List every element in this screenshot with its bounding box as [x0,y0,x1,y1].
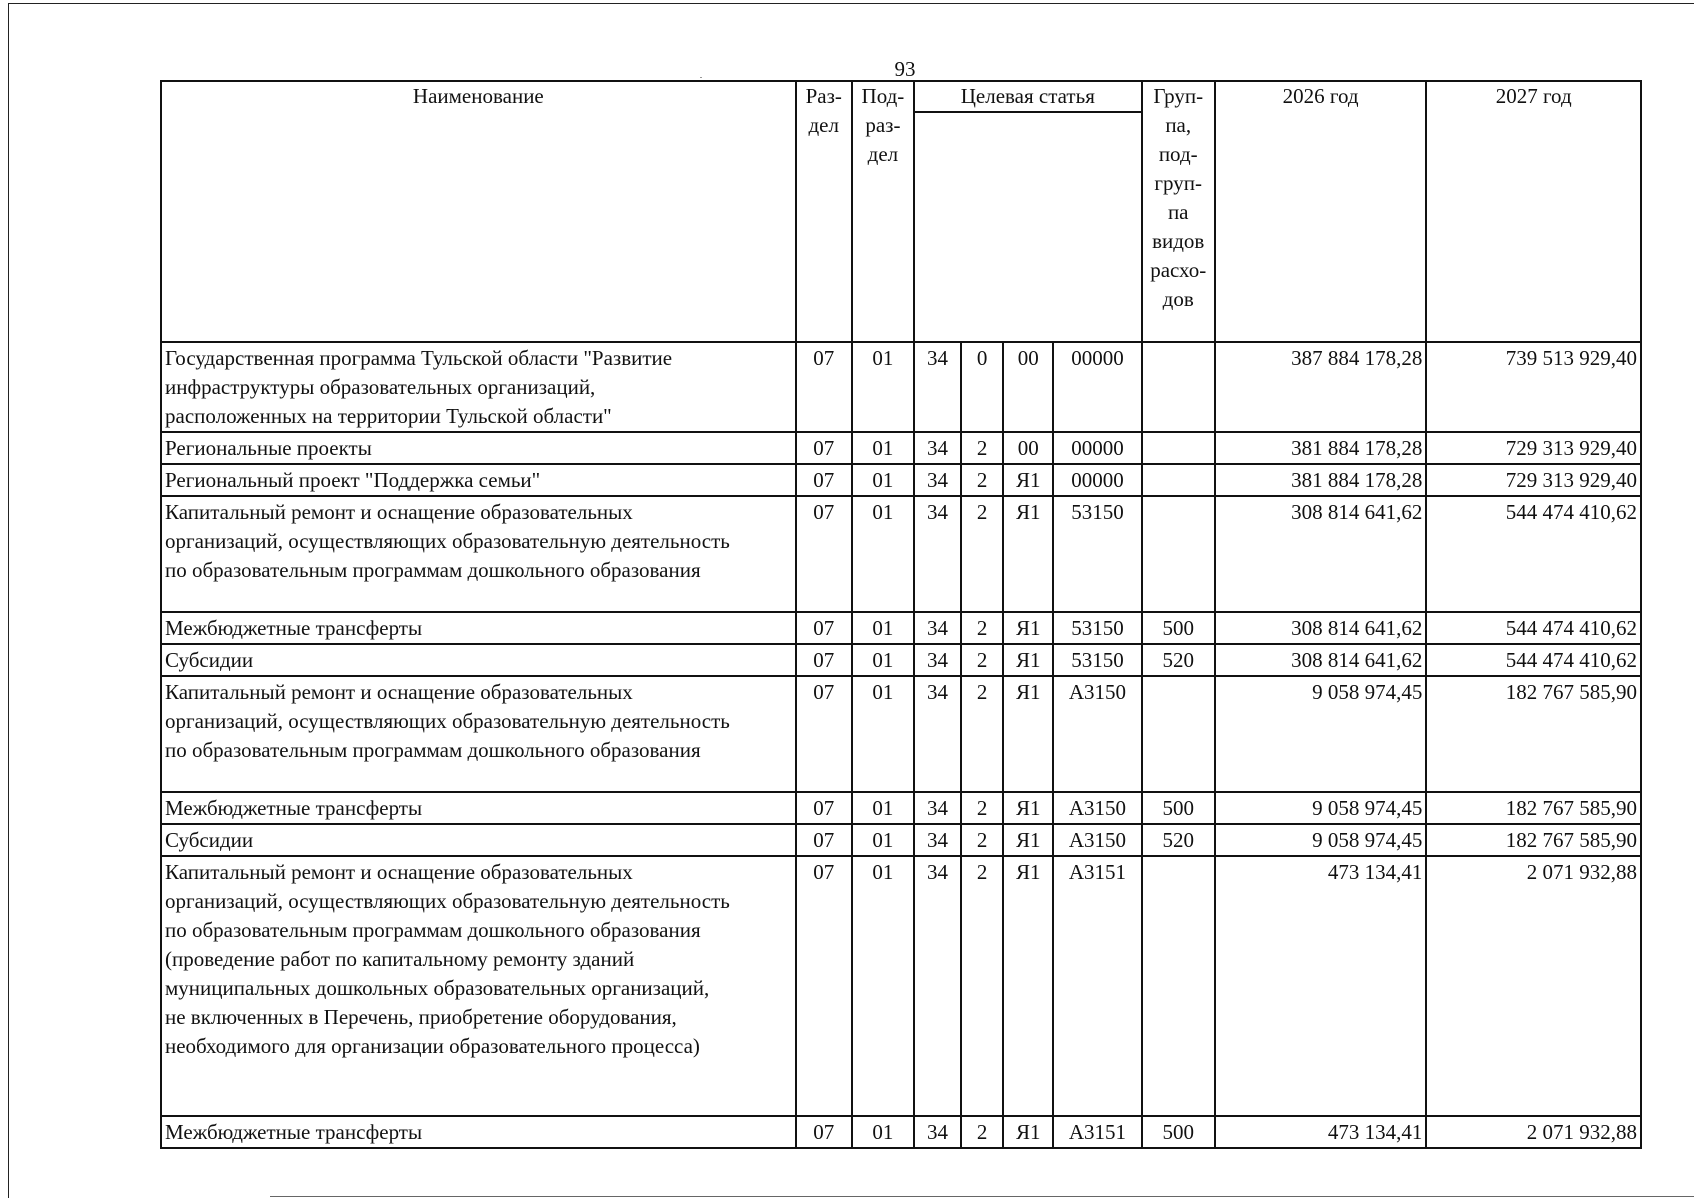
row-target-event: Я1 [1003,676,1053,792]
header-line: под- [1158,142,1198,166]
row-section: 07 [796,496,852,612]
row-section: 07 [796,676,852,792]
row-amount-2027: 182 767 585,90 [1426,824,1641,856]
row-subsection: 01 [852,1116,914,1148]
row-section: 07 [796,856,852,1116]
scan-edge-bottom [270,1196,1694,1197]
row-target-direction: 2 [961,676,1003,792]
row-target-event: Я1 [1003,1116,1053,1148]
header-target-article: Целевая статья [914,81,1142,112]
row-name [161,676,796,792]
row-name-line: необходимого для организации образовательного процесса) [165,1034,700,1058]
row-name-line: Межбюджетные трансферты [165,796,423,820]
table-row [161,496,1641,612]
table-row [161,824,1641,856]
row-amount-2026: 381 884 178,28 [1215,432,1427,464]
row-amount-2026: 387 884 178,28 [1215,342,1427,432]
row-target-direction: 2 [961,432,1003,464]
row-amount-2026: 473 134,41 [1215,856,1427,1116]
row-target-code: 53150 [1053,496,1141,612]
budget-table [160,80,1642,1149]
header-subsection [852,81,914,342]
scan-edge-top [8,3,1694,4]
header-line: дел [808,113,839,137]
row-name [161,464,796,496]
row-name-line: муниципальных дошкольных образовательных организаций, [165,976,710,1000]
row-target-event: Я1 [1003,792,1053,824]
row-subsection: 01 [852,824,914,856]
header-target-article-body [914,112,1142,342]
row-subsection: 01 [852,644,914,676]
row-target-program: 34 [914,432,961,464]
row-target-program: 34 [914,676,961,792]
row-target-program: 34 [914,612,961,644]
row-target-event: Я1 [1003,856,1053,1116]
row-expense-group [1142,496,1215,612]
row-target-program: 34 [914,342,961,432]
row-target-event: Я1 [1003,464,1053,496]
row-section: 07 [796,342,852,432]
row-amount-2027: 2 071 932,88 [1426,1116,1641,1148]
row-amount-2026: 9 058 974,45 [1215,824,1427,856]
header-expense-group [1142,81,1215,342]
row-section: 07 [796,432,852,464]
row-expense-group [1142,676,1215,792]
row-name-line: Межбюджетные трансферты [165,616,423,640]
header-year-2026: 2026 год [1215,81,1427,342]
row-target-direction: 2 [961,824,1003,856]
row-section: 07 [796,464,852,496]
row-amount-2027: 739 513 929,40 [1426,342,1641,432]
row-amount-2026: 308 814 641,62 [1215,644,1427,676]
scan-edge-left [8,3,9,1198]
row-name [161,792,796,824]
header-line: раз- [865,113,901,137]
row-name-line: Субсидии [165,648,254,672]
row-target-code: А3151 [1053,856,1141,1116]
table-row [161,612,1641,644]
row-name-line: Региональный проект "Поддержка семьи" [165,468,541,492]
row-name-line: по образовательным программам дошкольного образования [165,738,701,762]
row-target-code: 53150 [1053,612,1141,644]
page-number: 93 [894,57,916,81]
row-expense-group: 500 [1142,1116,1215,1148]
table-row [161,644,1641,676]
header-line: видов [1152,229,1205,253]
row-name [161,824,796,856]
row-amount-2027: 544 474 410,62 [1426,612,1641,644]
row-amount-2026: 308 814 641,62 [1215,496,1427,612]
row-amount-2027: 544 474 410,62 [1426,496,1641,612]
table-row [161,432,1641,464]
row-section: 07 [796,644,852,676]
row-target-event: Я1 [1003,612,1053,644]
row-name-line: организаций, осуществляющих образовательную деятельность [165,889,730,913]
row-name-line: Государственная программа Тульской области "Развитие [165,346,673,370]
table-body [161,342,1641,1148]
row-amount-2026: 9 058 974,45 [1215,792,1427,824]
header-line: Под- [861,84,905,108]
row-name [161,612,796,644]
row-target-program: 34 [914,464,961,496]
header-line: дел [867,142,899,166]
row-amount-2027: 729 313 929,40 [1426,432,1641,464]
header-line: расхо- [1150,258,1207,282]
row-target-code: А3151 [1053,1116,1141,1148]
row-target-code: А3150 [1053,676,1141,792]
row-name-line: Субсидии [165,828,254,852]
row-name-line: инфраструктуры образовательных организаций, [165,375,596,399]
row-target-direction: 2 [961,612,1003,644]
row-name [161,496,796,612]
row-target-direction: 2 [961,792,1003,824]
row-name-line: Капитальный ремонт и оснащение образовательных [165,680,633,704]
row-subsection: 01 [852,612,914,644]
row-target-code: 53150 [1053,644,1141,676]
row-subsection: 01 [852,496,914,612]
row-expense-group: 520 [1142,824,1215,856]
row-section: 07 [796,612,852,644]
row-target-code: 00000 [1053,342,1141,432]
row-expense-group [1142,464,1215,496]
header-row [161,81,1641,112]
row-subsection: 01 [852,464,914,496]
table-row [161,464,1641,496]
row-section: 07 [796,1116,852,1148]
row-amount-2026: 9 058 974,45 [1215,676,1427,792]
table-row [161,1116,1641,1148]
row-name-line: (проведение работ по капитальному ремонту зданий [165,947,635,971]
row-amount-2027: 182 767 585,90 [1426,676,1641,792]
row-amount-2027: 182 767 585,90 [1426,792,1641,824]
row-subsection: 01 [852,856,914,1116]
row-target-program: 34 [914,1116,961,1148]
row-subsection: 01 [852,676,914,792]
row-name [161,432,796,464]
row-target-event: Я1 [1003,644,1053,676]
row-name-line: Региональные проекты [165,436,372,460]
row-target-code: А3150 [1053,792,1141,824]
row-target-event: 00 [1003,342,1053,432]
table-row [161,792,1641,824]
row-expense-group [1142,856,1215,1116]
row-target-code: А3150 [1053,824,1141,856]
row-amount-2027: 729 313 929,40 [1426,464,1641,496]
row-target-direction: 0 [961,342,1003,432]
row-amount-2026: 308 814 641,62 [1215,612,1427,644]
row-target-program: 34 [914,824,961,856]
row-subsection: 01 [852,432,914,464]
row-target-program: 34 [914,644,961,676]
row-name-line: по образовательным программам дошкольного образования [165,918,701,942]
table-row [161,856,1641,1116]
table-row [161,342,1641,432]
row-name-line: Капитальный ремонт и оснащение образовательных [165,500,633,524]
row-name [161,1116,796,1148]
row-expense-group [1142,432,1215,464]
row-target-program: 34 [914,496,961,612]
row-target-direction: 2 [961,644,1003,676]
header-name: Наименование [161,81,796,342]
row-amount-2026: 381 884 178,28 [1215,464,1427,496]
row-target-direction: 2 [961,1116,1003,1148]
header-year-2027: 2027 год [1426,81,1641,342]
header-line: дов [1162,287,1194,311]
header-line: груп- [1154,171,1202,195]
row-name-line: Капитальный ремонт и оснащение образовательных [165,860,633,884]
row-target-event: Я1 [1003,824,1053,856]
row-name-line: Межбюджетные трансферты [165,1120,423,1144]
row-target-code: 00000 [1053,464,1141,496]
row-target-event: Я1 [1003,496,1053,612]
row-name-line: организаций, осуществляющих образовательную деятельность [165,529,730,553]
row-target-program: 34 [914,792,961,824]
header-section [796,81,852,342]
row-section: 07 [796,824,852,856]
row-amount-2026: 473 134,41 [1215,1116,1427,1148]
row-expense-group: 520 [1142,644,1215,676]
row-name-line: не включенных в Перечень, приобретение оборудования, [165,1005,677,1029]
row-name-line: организаций, осуществляющих образовательную деятельность [165,709,730,733]
row-expense-group [1142,342,1215,432]
table-row [161,676,1641,792]
row-target-direction: 2 [961,496,1003,612]
header-line: Раз- [805,84,842,108]
scan-speck [700,77,702,78]
header-line: па, [1165,113,1192,137]
row-expense-group: 500 [1142,612,1215,644]
row-name [161,644,796,676]
row-name [161,856,796,1116]
row-amount-2027: 544 474 410,62 [1426,644,1641,676]
row-target-direction: 2 [961,464,1003,496]
row-subsection: 01 [852,342,914,432]
row-target-code: 00000 [1053,432,1141,464]
row-name-line: расположенных на территории Тульской области" [165,404,612,428]
row-target-program: 34 [914,856,961,1116]
row-expense-group: 500 [1142,792,1215,824]
row-subsection: 01 [852,792,914,824]
row-section: 07 [796,792,852,824]
row-target-event: 00 [1003,432,1053,464]
header-line: Груп- [1153,84,1204,108]
row-name [161,342,796,432]
row-target-direction: 2 [961,856,1003,1116]
row-name-line: по образовательным программам дошкольного образования [165,558,701,582]
row-amount-2027: 2 071 932,88 [1426,856,1641,1116]
header-line: па [1167,200,1189,224]
